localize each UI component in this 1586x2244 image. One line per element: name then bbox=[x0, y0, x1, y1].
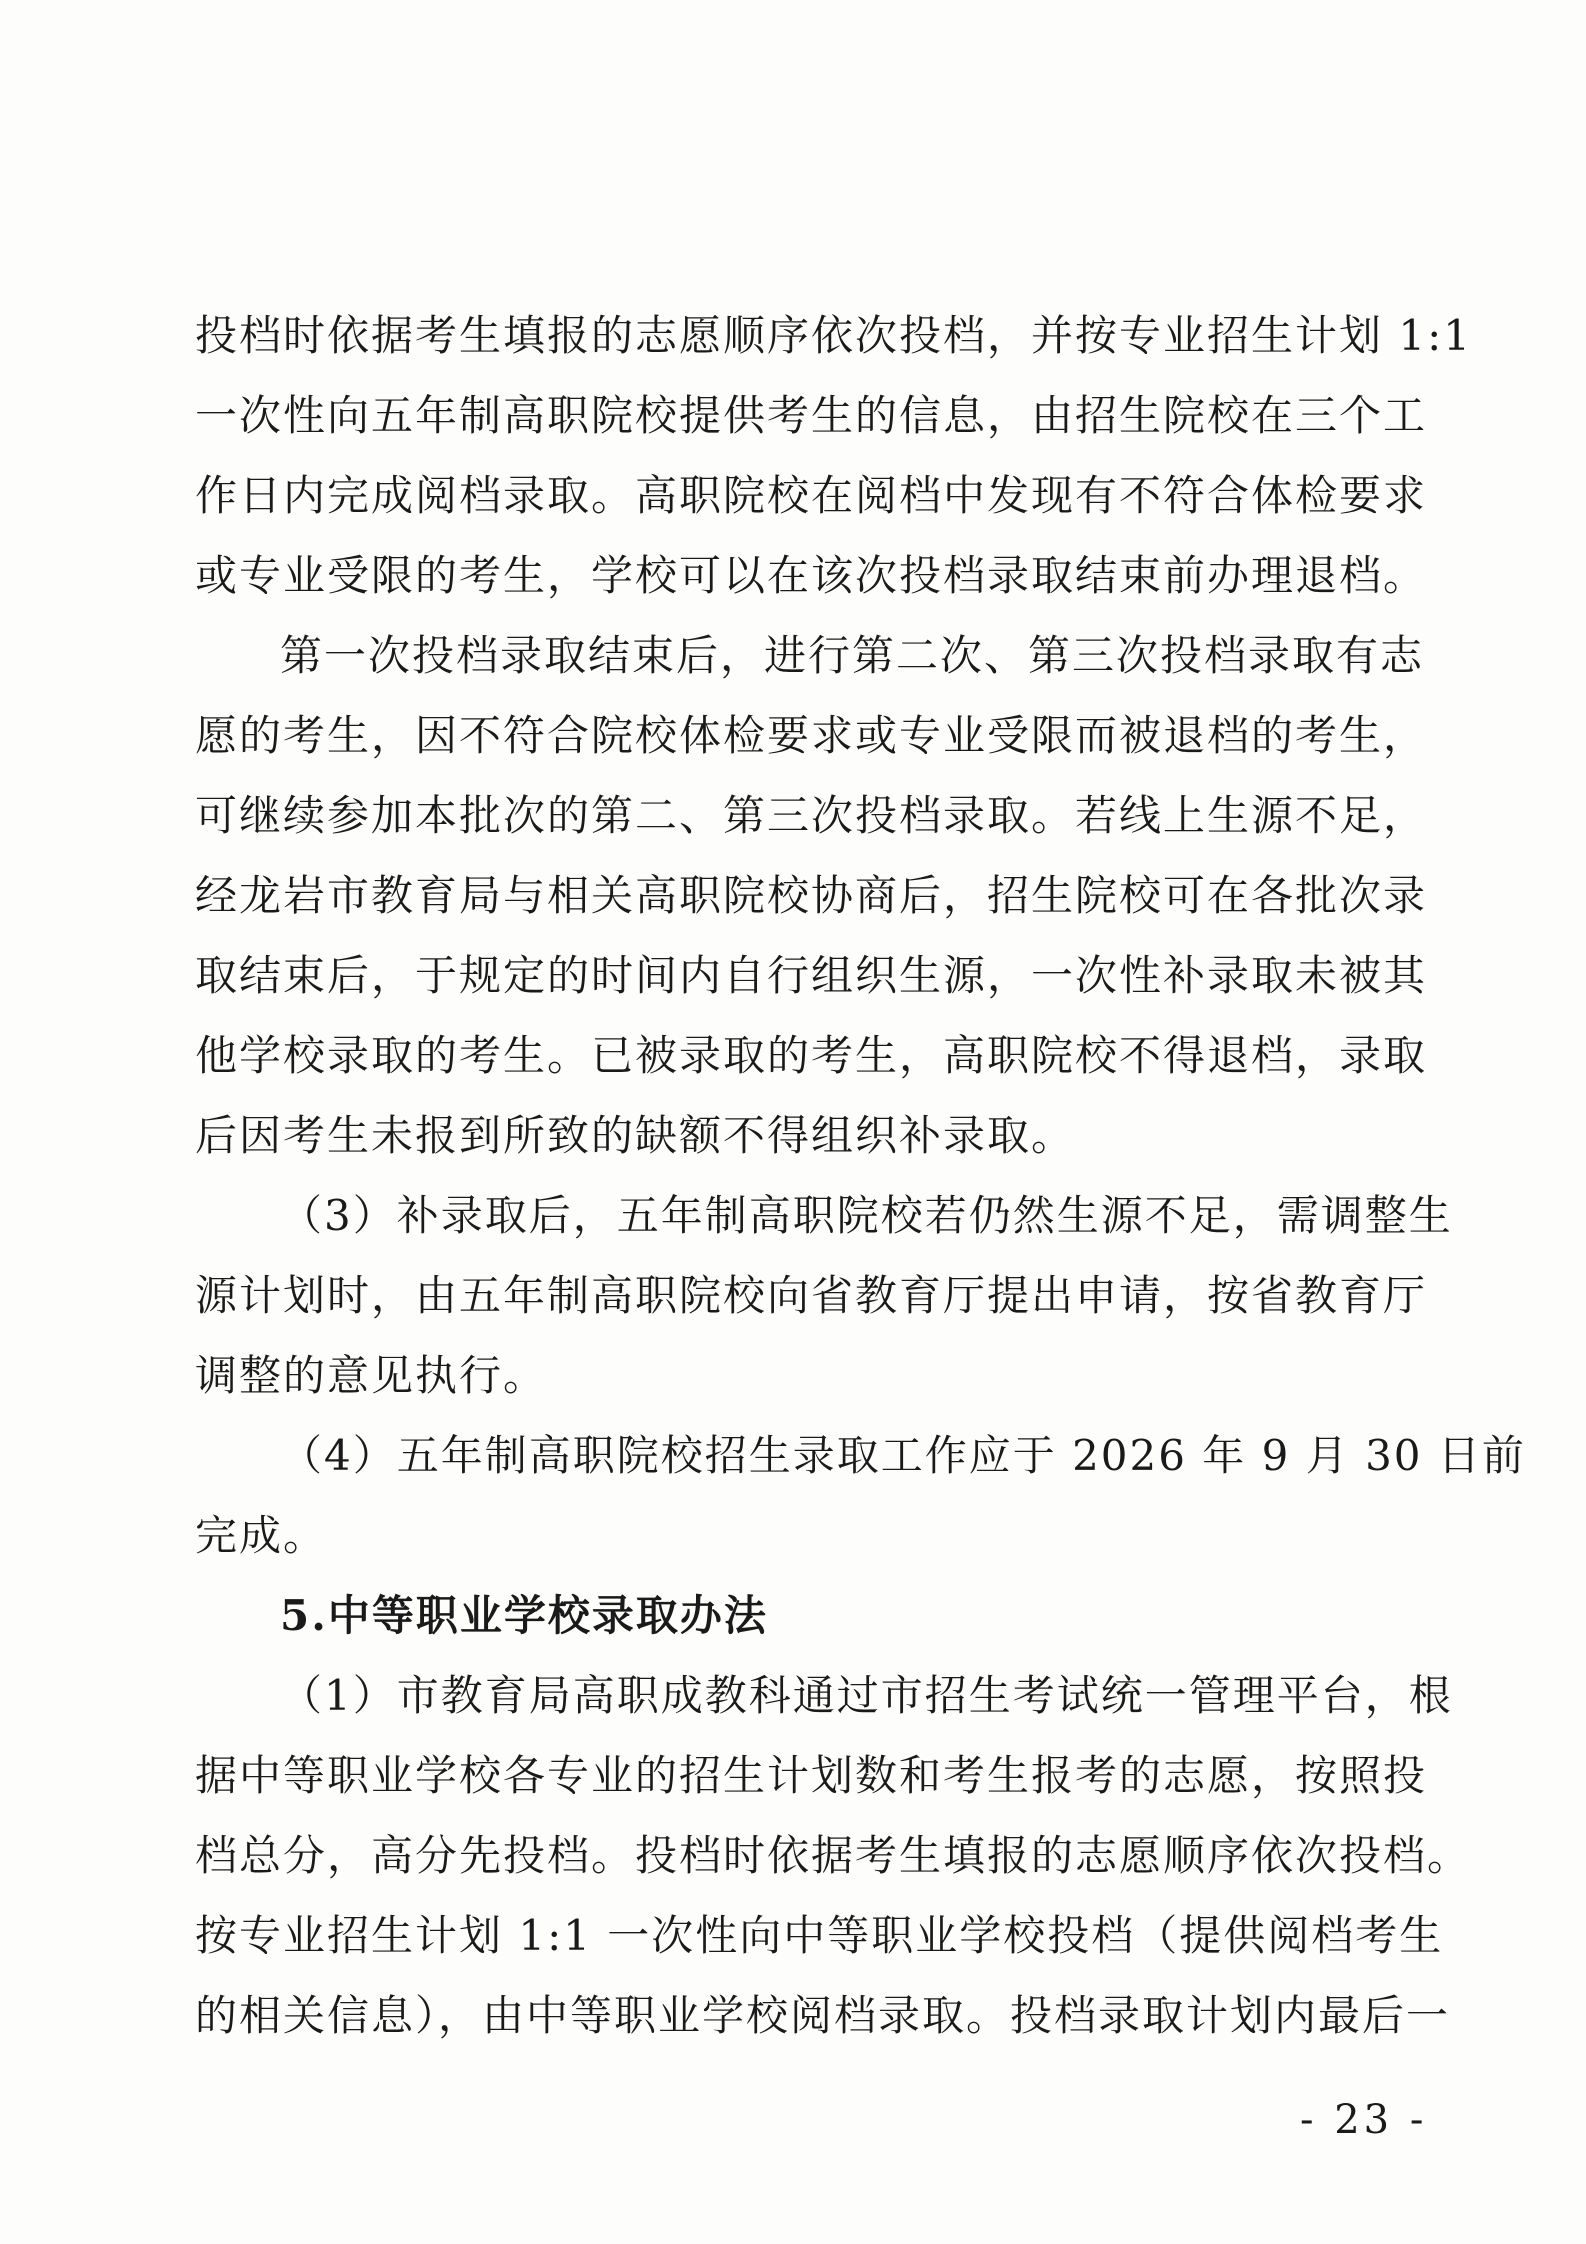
body-text-line: 愿的考生，因不符合院校体检要求或专业受限而被退档的考生， bbox=[195, 711, 1428, 760]
body-text-line: （3）补录取后，五年制高职院校若仍然生源不足，需调整生 bbox=[280, 1191, 1453, 1240]
body-text-line: 他学校录取的考生。已被录取的考生，高职院校不得退档，录取 bbox=[195, 1031, 1428, 1080]
page-number: - 23 - bbox=[1300, 2097, 1428, 2143]
body-text-line: 投档时依据考生填报的志愿顺序依次投档，并按专业招生计划 1:1 bbox=[195, 311, 1472, 360]
body-text-line: 可继续参加本批次的第二、第三次投档录取。若线上生源不足， bbox=[195, 791, 1428, 840]
body-text-line: 取结束后，于规定的时间内自行组织生源，一次性补录取未被其 bbox=[195, 951, 1428, 1000]
body-text-line: 的相关信息），由中等职业学校阅档录取。投档录取计划内最后一 bbox=[195, 1991, 1451, 2040]
body-text-line: 据中等职业学校各专业的招生计划数和考生报考的志愿，按照投 bbox=[195, 1751, 1428, 1800]
body-text-line: （4）五年制高职院校招生录取工作应于 2026 年 9 月 30 日前 bbox=[280, 1431, 1526, 1480]
body-text-line: 后因考生未报到所致的缺额不得组织补录取。 bbox=[195, 1111, 1076, 1160]
body-text-line: 调整的意见执行。 bbox=[195, 1351, 548, 1400]
body-text-line: 档总分，高分先投档。投档时依据考生填报的志愿顺序依次投档。 bbox=[195, 1831, 1472, 1880]
body-text-line: 作日内完成阅档录取。高职院校在阅档中发现有不符合体检要求 bbox=[195, 471, 1428, 520]
section-heading: 5.中等职业学校录取办法 bbox=[280, 1591, 768, 1640]
body-text-line: 完成。 bbox=[195, 1511, 328, 1560]
body-text-line: 一次性向五年制高职院校提供考生的信息，由招生院校在三个工 bbox=[195, 391, 1428, 440]
body-text-line: 源计划时，由五年制高职院校向省教育厅提出申请，按省教育厅 bbox=[195, 1271, 1428, 1320]
body-text-line: 经龙岩市教育局与相关高职院校协商后，招生院校可在各批次录 bbox=[195, 871, 1428, 920]
body-text-line: 按专业招生计划 1:1 一次性向中等职业学校投档（提供阅档考生 bbox=[195, 1911, 1444, 1960]
body-text-line: 第一次投档录取结束后，进行第二次、第三次投档录取有志 bbox=[280, 631, 1425, 680]
body-text-line: 或专业受限的考生，学校可以在该次投档录取结束前办理退档。 bbox=[195, 551, 1428, 600]
body-text-line: （1）市教育局高职成教科通过市招生考试统一管理平台，根 bbox=[280, 1671, 1453, 1720]
